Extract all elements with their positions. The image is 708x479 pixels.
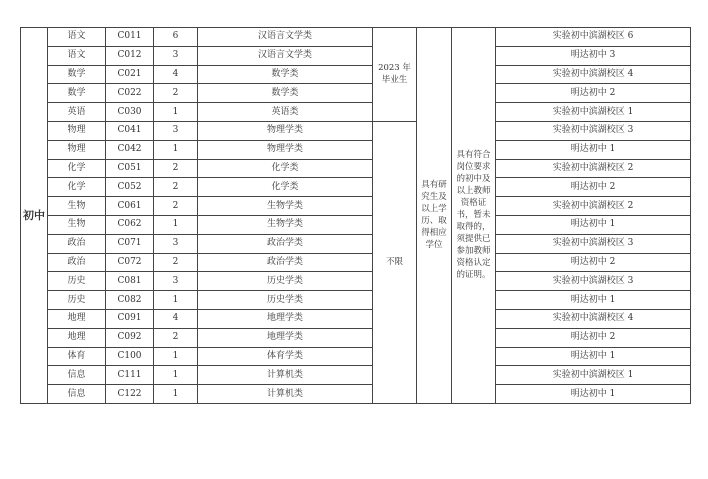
major-cell: 计算机类 [198,385,373,404]
count-cell: 1 [154,366,198,385]
school-cell: 实验初中滨湖校区 2 [496,197,691,216]
school-cell: 实验初中滨湖校区 1 [496,103,691,122]
major-cell: 历史学类 [198,272,373,291]
table-row [21,253,691,272]
count-cell: 1 [154,215,198,234]
table-row [21,197,691,216]
count-cell: 2 [154,253,198,272]
table-row [21,140,691,159]
table-row [21,215,691,234]
count-cell: 6 [154,28,198,47]
subject-cell: 语文 [48,46,106,65]
school-cell: 实验初中滨湖校区 4 [496,65,691,84]
school-cell: 明达初中 2 [496,84,691,103]
subject-cell: 政治 [48,234,106,253]
qualification-cell: 具有研究生及以上学历、取得相应学位 [417,28,452,404]
count-cell: 1 [154,385,198,404]
school-cell: 明达初中 1 [496,385,691,404]
major-cell: 体育学类 [198,347,373,366]
code-cell: C071 [106,234,154,253]
code-cell: C052 [106,178,154,197]
major-cell: 汉语言文学类 [198,46,373,65]
school-cell: 实验初中滨湖校区 3 [496,234,691,253]
major-cell: 化学类 [198,159,373,178]
code-cell: C100 [106,347,154,366]
table-row [21,103,691,122]
graduate-requirement-other-cell: 不限 [373,121,417,403]
code-cell: C111 [106,366,154,385]
recruitment-table [20,27,691,404]
subject-cell: 政治 [48,253,106,272]
table-row [21,178,691,197]
count-cell: 3 [154,121,198,140]
school-cell: 明达初中 1 [496,347,691,366]
major-cell: 物理学类 [198,121,373,140]
code-cell: C051 [106,159,154,178]
graduate-requirement-cell: 2023 年 毕业生 [373,28,417,122]
school-cell: 明达初中 2 [496,253,691,272]
subject-cell: 生物 [48,197,106,216]
school-cell: 实验初中滨湖校区 2 [496,159,691,178]
code-cell: C081 [106,272,154,291]
count-cell: 2 [154,178,198,197]
school-cell: 实验初中滨湖校区 3 [496,121,691,140]
code-cell: C091 [106,309,154,328]
table-row [21,291,691,310]
school-cell: 明达初中 1 [496,215,691,234]
subject-cell: 物理 [48,121,106,140]
level-cell: 初中 [21,28,48,404]
major-cell: 物理学类 [198,140,373,159]
code-cell: C062 [106,215,154,234]
subject-cell: 地理 [48,328,106,347]
code-cell: C072 [106,253,154,272]
subject-cell: 历史 [48,291,106,310]
major-cell: 地理学类 [198,309,373,328]
school-cell: 实验初中滨湖校区 3 [496,272,691,291]
subject-cell: 数学 [48,65,106,84]
subject-cell: 化学 [48,159,106,178]
count-cell: 3 [154,46,198,65]
table-row [21,121,691,140]
school-cell: 实验初中滨湖校区 1 [496,366,691,385]
school-cell: 明达初中 1 [496,140,691,159]
subject-cell: 生物 [48,215,106,234]
major-cell: 英语类 [198,103,373,122]
table-row [21,28,691,47]
major-cell: 生物学类 [198,197,373,216]
table-row [21,272,691,291]
table-row [21,309,691,328]
subject-cell: 英语 [48,103,106,122]
school-cell: 明达初中 2 [496,328,691,347]
school-cell: 实验初中滨湖校区 6 [496,28,691,47]
subject-cell: 数学 [48,84,106,103]
major-cell: 政治学类 [198,253,373,272]
code-cell: C022 [106,84,154,103]
table-row [21,366,691,385]
major-cell: 计算机类 [198,366,373,385]
code-cell: C082 [106,291,154,310]
table-row [21,159,691,178]
table-row [21,234,691,253]
table-row [21,84,691,103]
major-cell: 政治学类 [198,234,373,253]
count-cell: 2 [154,328,198,347]
count-cell: 4 [154,309,198,328]
table-row [21,347,691,366]
count-cell: 1 [154,103,198,122]
subject-cell: 历史 [48,272,106,291]
count-cell: 1 [154,140,198,159]
subject-cell: 信息 [48,366,106,385]
table-row [21,328,691,347]
table-row [21,385,691,404]
subject-cell: 体育 [48,347,106,366]
code-cell: C122 [106,385,154,404]
table-body [21,28,691,404]
major-cell: 化学类 [198,178,373,197]
code-cell: C042 [106,140,154,159]
count-cell: 4 [154,65,198,84]
major-cell: 生物学类 [198,215,373,234]
subject-cell: 信息 [48,385,106,404]
subject-cell: 地理 [48,309,106,328]
count-cell: 1 [154,347,198,366]
code-cell: C061 [106,197,154,216]
code-cell: C011 [106,28,154,47]
code-cell: C041 [106,121,154,140]
count-cell: 2 [154,84,198,103]
subject-cell: 物理 [48,140,106,159]
table-row [21,46,691,65]
subject-cell: 语文 [48,28,106,47]
certificate-requirement-cell: 具有符合岗位要求的初中及以上教师资格证书，暂未取得的，须提供已参加教师资格认定的证明。 [452,28,496,404]
code-cell: C021 [106,65,154,84]
count-cell: 3 [154,234,198,253]
count-cell: 2 [154,159,198,178]
code-cell: C012 [106,46,154,65]
school-cell: 明达初中 2 [496,178,691,197]
school-cell: 实验初中滨湖校区 4 [496,309,691,328]
school-cell: 明达初中 3 [496,46,691,65]
code-cell: C092 [106,328,154,347]
count-cell: 2 [154,197,198,216]
major-cell: 历史学类 [198,291,373,310]
subject-cell: 化学 [48,178,106,197]
count-cell: 1 [154,291,198,310]
table-row [21,65,691,84]
major-cell: 汉语言文学类 [198,28,373,47]
major-cell: 地理学类 [198,328,373,347]
major-cell: 数学类 [198,84,373,103]
school-cell: 明达初中 1 [496,291,691,310]
code-cell: C030 [106,103,154,122]
major-cell: 数学类 [198,65,373,84]
count-cell: 3 [154,272,198,291]
